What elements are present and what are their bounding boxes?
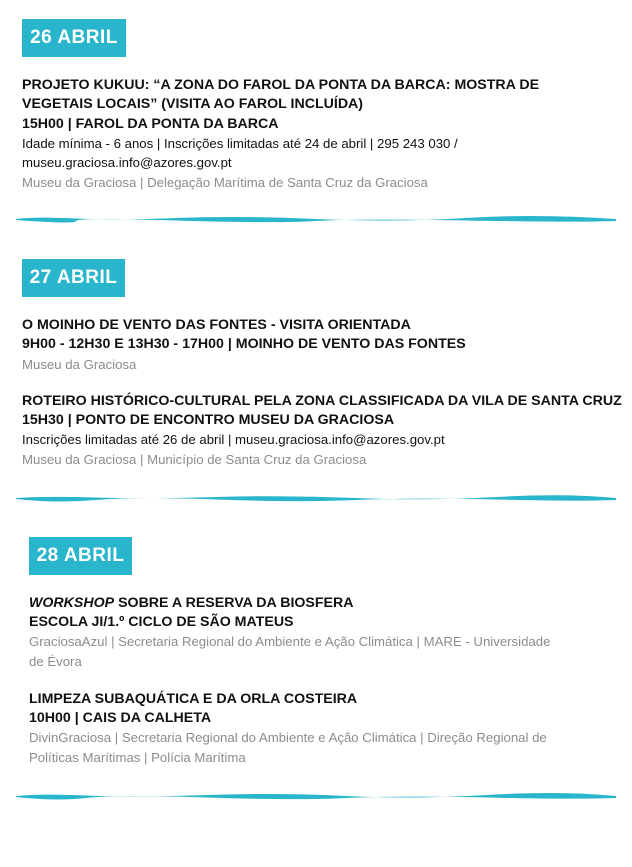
event-organizers: Museu da Graciosa | Município de Santa Cruz da Graciosa (22, 452, 367, 467)
date-badge-26-abril: 26 ABRIL (22, 19, 126, 57)
event-organizers: GraciosaAzul | Secretaria Regional do Ambiente e Ação Climática | MARE - Universidade (29, 634, 551, 649)
event-time-place: 15H00 | FAROL DA PONTA DA BARCA (22, 116, 279, 132)
event-title-italic: WORKSHOP (29, 595, 115, 611)
date-badge-28-abril: 28 ABRIL (29, 537, 132, 575)
brush-divider (16, 792, 616, 800)
event-title (29, 594, 354, 613)
event-time-place: ESCOLA JI/1.º CICLO DE SÃO MATEUS (29, 614, 294, 630)
event-info: Inscrições limitadas até 26 de abril | museu.graciosa.info@azores.gov.pt (22, 432, 445, 447)
event-title-rest: SOBRE A RESERVA DA BIOSFERA (114, 595, 354, 611)
event-title: PROJETO KUKUU: “A ZONA DO FAROL DA PONTA DA BARCA: MOSTRA DE (22, 77, 540, 93)
brush-divider (16, 494, 616, 502)
event-title: O MOINHO DE VENTO DAS FONTES - VISITA ORIENTADA (22, 317, 411, 333)
brush-divider (16, 215, 616, 223)
event-organizers: Políticas Marítimas | Polícia Marítima (29, 750, 246, 765)
event-time-place: 9H00 - 12H30 E 13H30 - 17H00 | MOINHO DE VENTO DAS FONTES (22, 336, 466, 352)
event-time-place: 15H30 | PONTO DE ENCONTRO MUSEU DA GRACIOSA (22, 412, 395, 428)
event-info: museu.graciosa.info@azores.gov.pt (22, 155, 232, 170)
event-title: LIMPEZA SUBAQUÁTICA E DA ORLA COSTEIRA (29, 691, 358, 707)
event-title: ROTEIRO HISTÓRICO-CULTURAL PELA ZONA CLASSIFICADA DA VILA DE SANTA CRUZ (22, 393, 622, 409)
event-organizers: Museu da Graciosa (22, 357, 137, 372)
event-organizers: Museu da Graciosa | Delegação Marítima de Santa Cruz da Graciosa (22, 175, 428, 190)
event-time-place: 10H00 | CAIS DA CALHETA (29, 710, 212, 726)
date-badge-27-abril: 27 ABRIL (22, 259, 125, 297)
event-organizers: DivinGraciosa | Secretaria Regional do Ambiente e Ação Climática | Direção Regional de (29, 730, 547, 745)
event-info: Idade mínima - 6 anos | Inscrições limitadas até 24 de abril | 295 243 030 / (22, 136, 458, 151)
event-title: VEGETAIS LOCAIS” (VISITA AO FAROL INCLUÍDA) (22, 96, 364, 112)
event-organizers: de Évora (29, 654, 82, 669)
